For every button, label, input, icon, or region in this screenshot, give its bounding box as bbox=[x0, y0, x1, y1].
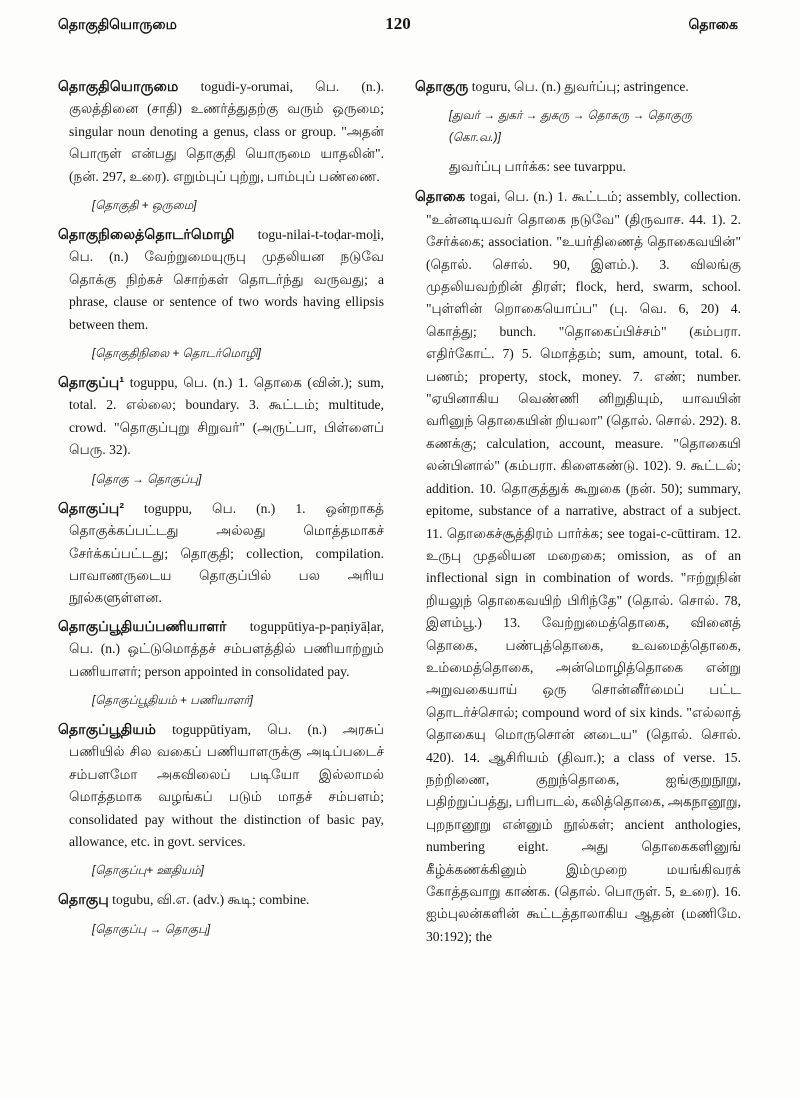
headword: தொகை bbox=[415, 189, 466, 206]
left-guide-word: தொகுதியொருமை bbox=[58, 16, 177, 32]
definition: toguppūtiya-p-paṇiyāḷar, பெ. (n.) ஒட்டுமொத்தச் சம்பளத்தில் பணியாற்றும் பணியாளர்; person appointed in consolidated pay. bbox=[69, 618, 384, 679]
dictionary-entry bbox=[58, 372, 384, 462]
headword: தொகுதியொருமை bbox=[58, 79, 179, 95]
dictionary-entry bbox=[415, 186, 741, 948]
headword: தொகுப்பூதியம் bbox=[58, 721, 156, 738]
headword: தொகுப்பூதியப்பணியாளர் bbox=[58, 618, 227, 635]
right-guide-word: தொகை bbox=[688, 16, 738, 32]
dictionary-entry bbox=[58, 76, 384, 188]
running-header bbox=[58, 14, 738, 40]
definition: toguppu, பெ. (n.) 1. ஒன்றாகத் தொகுக்கப்பட்டது அல்லது மொத்தமாகச் சேர்க்கப்பட்டது; தொகுதி; collection, compilation. பாவாணருடைய தொகுப்பில் பல அரிய நூல்களுள்ளன. bbox=[69, 500, 384, 606]
dictionary-entry bbox=[58, 616, 384, 683]
headword: தொகுரு bbox=[415, 79, 469, 95]
dictionary-entry bbox=[58, 889, 384, 911]
definition: togudi-y-orumai, பெ. (n.). குலத்தினை (சாதி) உணர்த்துதற்கு வரும் ஒருமை; singular noun denoting a genus, class or group. "அதன் பொருள் என்பது தொகுதி யொருமை யாதலின்". (நன். 297, உரை). எறும்புப் புற்று, பாம்புப் பண்ணை. bbox=[69, 79, 384, 184]
headword: தொகுப்பு² bbox=[58, 500, 125, 517]
page-number: 120 bbox=[385, 14, 411, 33]
definition: toguppūtiyam, பெ. (n.) அரசுப் பணியில் சில வகைப் பணியாளருக்கு அடிப்படைச் சம்பளமோ அகவிலைப் படியோ இல்லாமல் மொத்தமாக வழங்கப் படும் மாதச் சம்பளம்; consolidated pay without the distinction of basic pay, allowance, etc. in govt. services. bbox=[69, 721, 384, 849]
definition: togai, பெ. (n.) 1. கூட்டம்; assembly, collection. "உன்னடியவர் தொகை நடுவே" (திருவாச. 44. 1). 2. சேர்க்கை; association. "உயர்திணைத் தொகைவயின்" (தொல். சொல். 90, இளம்.). 3. விலங்கு முதலியவற்றின் திரள்; flock, herd, swarm, school. "புள்ளின் றொகையொப்ப" (பு. வெ. 6, 20) 4. கொத்து; bunch. "தொகைப்பிச்சம்" (கம்பரா. எதிர்கோட். 7) 5. மொத்தம்; sum, amount, total. 6. பணம்; property, stock, money. 7. எண்; number. "ஏயினாகிய வெண்ணி னிறுதியும், யாவயின் வரினுந் தொகையின் றியலா" (தொல். சொல். 292). 8. கணக்கு; calculation, account, measure. "தொகையி லன்பினால்" (கம்பரா. கிளைகண்டு. 102). 9. கூட்டல்; addition. 10. தொகுத்துக் கூறுகை (நன். 50); summary, epitome, substance of a narrative, abstract of a subject. 11. தொகைச்சூத்திரம் பார்க்க; see togai-c-cūttiram. 12. உருபு முதலியன மறைகை; omission, as of an inflectional sign in combination of words. "ஈற்றுநின் றியலுந் தொகைவயிற் பிரிந்தே" (தொல். சொல். 78, இளம்பூ.) 13. வேற்றுமைத்தொகை, வினைத் தொகை, பண்புத்தொகை, உவமைத்தொகை, உம்மைத்தொகை, அன்மொழித்தொகை என்று அறுவகையாய் ஒரு சொன்னீர்மைப் பட்ட தொடர்ச்சொல்; compound word of six kinds. "எல்லாத் தொகையு மொருசொன் னடைய" (தொல். சொல். 420). 14. ஆசிரியம் (திவா.); a class of verse. 15. நற்றிணை, குறுந்தொகை, ஐங்குறுநூறு, பதிற்றுப்பத்து, பரிபாடல், கலித்தொகை, அகநானூறு, புறநானூறு என்னும் நூல்கள்; ancient anthologies, numbering eight. அது தொகைகளினுங் கீழ்க்கணக்கினும் இம்முறை மயங்கிவரக் கோத்தவாறு காண்க. (தொல். பொருள். 5, உரை). 16. ஐம்புலன்களின் கூட்டத்தாலாகிய ஆதன் (மணிமே. 30:192); the bbox=[426, 189, 741, 944]
etymology: [தொகுதி + ஒருமை] bbox=[92, 198, 197, 213]
right-column bbox=[415, 76, 741, 954]
dictionary-entry bbox=[415, 76, 741, 98]
etymology: [தொகு → தொகுப்பு] bbox=[92, 471, 202, 486]
etymology: [தொகுப்பு+ ஊதியம்] bbox=[92, 863, 204, 878]
definition: toguru, பெ. (n.) துவர்ப்பு; astringence. bbox=[468, 79, 689, 94]
etymology: [தொகுதிநிலை + தொடர்மொழி] bbox=[92, 346, 261, 361]
left-column bbox=[58, 76, 384, 948]
headword: தொகுப்பு¹ bbox=[58, 375, 125, 392]
dictionary-entry bbox=[58, 498, 384, 610]
headword: தொகுநிலைத்தொடர்மொழி bbox=[58, 227, 235, 244]
definition: toguppu, பெ. (n.) 1. தொகை (வின்.); sum, total. 2. எல்லை; boundary. 3. கூட்டம்; multitude, crowd. "தொகுப்புறு சிறுவர்" (அருட்பா, பிள்ளைப் பெரு. 32). bbox=[69, 375, 384, 458]
etymology: [துவர் → துகர் → துகரு → தொகரு → தொகுரு (கொ.வ.)] bbox=[449, 108, 692, 145]
etymology: [தொகுப்பு → தொகுபு] bbox=[92, 921, 211, 936]
cross-reference: துவர்ப்பு பார்க்க: see tuvarppu. bbox=[449, 159, 626, 175]
definition: togubu, வி.எ. (adv.) கூடி; combine. bbox=[108, 892, 310, 908]
etymology: [தொகுப்பூதியம் + பணியாளர்] bbox=[92, 692, 253, 707]
headword: தொகுபு bbox=[58, 892, 109, 909]
dictionary-entry bbox=[58, 719, 384, 853]
definition: togu-nilai-t-toḍar-moḻi, பெ. (n.) வேற்றுமையுருபு முதலியன நடுவே தொக்கு நிற்கச் சொற்கள் தொடர்ந்து வருவது; a phrase, clause or sentence of two words having ellipsis between them. bbox=[69, 227, 384, 332]
dictionary-entry bbox=[58, 224, 384, 336]
